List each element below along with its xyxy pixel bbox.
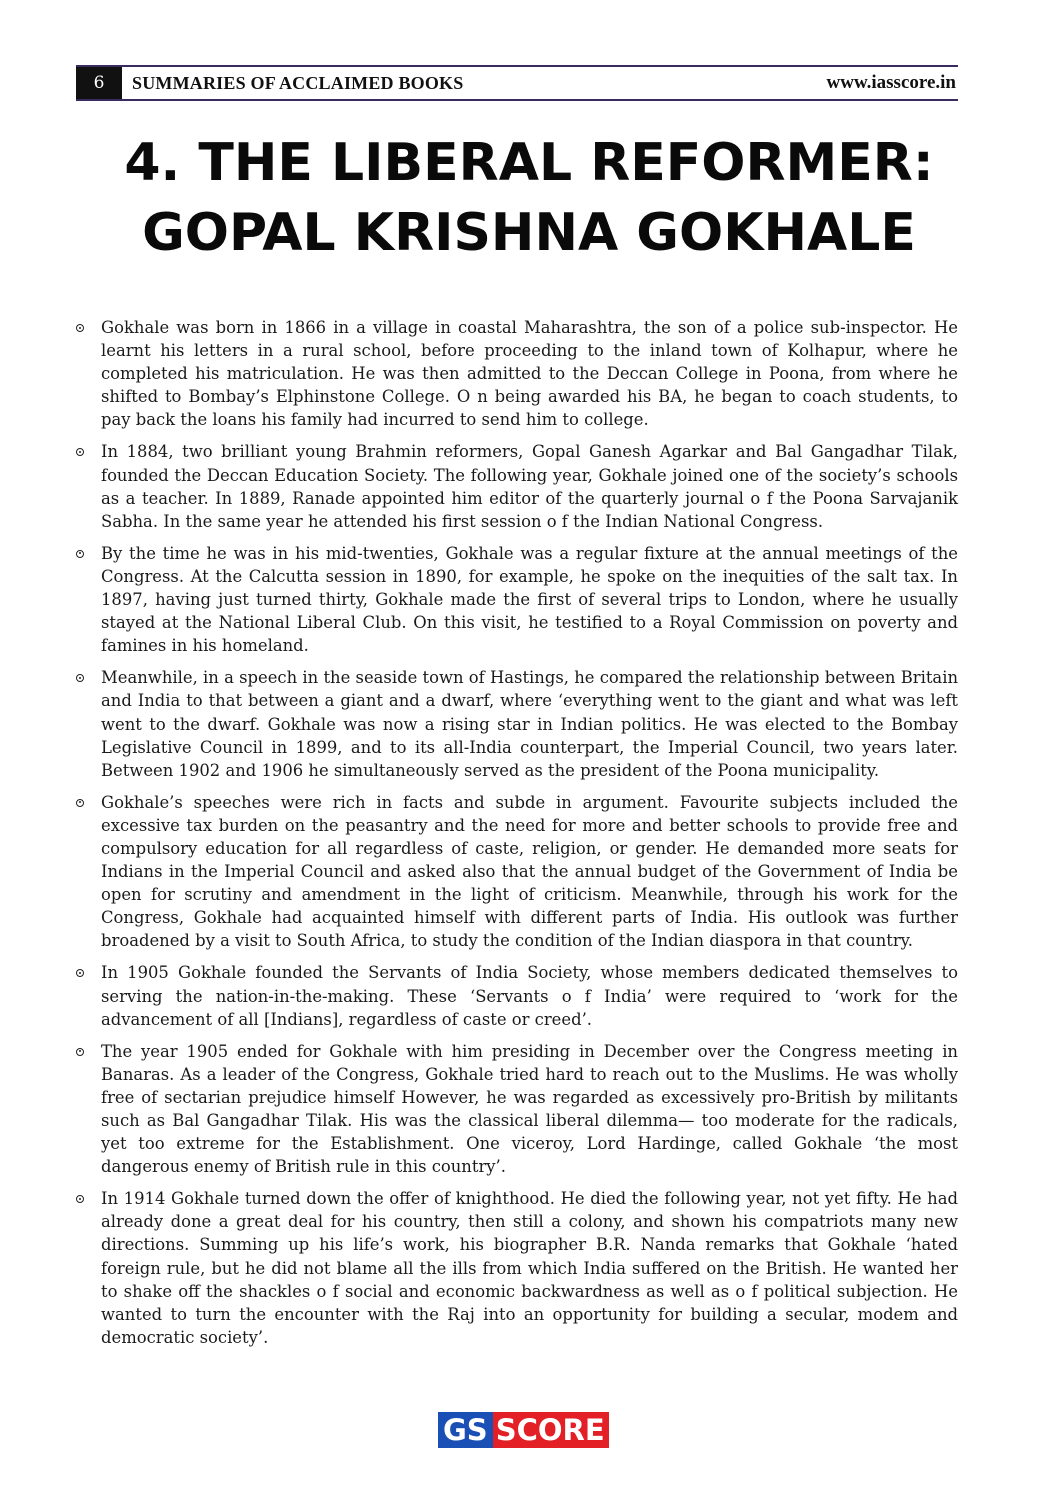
bullet-icon (76, 969, 84, 977)
book-title: SUMMARIES OF ACCLAIMED BOOKS (132, 72, 464, 93)
gsscore-logo (438, 1412, 609, 1448)
bullet-icon (76, 1048, 84, 1056)
list-item (76, 316, 958, 431)
paragraph-text: Meanwhile, in a speech in the seaside town of Hastings, he compared the relationship between Britain and India to that between a giant and a dwarf, where ‘everything went to the giant and what was left went to the dwarf. Gokhale was now a rising star in Indian politics. He was elected to the Bombay Legislative Council in 1899, and to its all-India counterpart, the Imperial Council, two years later. Between 1902 and 1906 he simultaneously served as the president of the Poona municipality. (101, 668, 958, 780)
list-item (76, 666, 958, 781)
bullet-icon (76, 1195, 84, 1203)
bullet-icon (76, 324, 84, 332)
chapter-title-line-1: 4. THE LIBERAL REFORMER: (124, 133, 934, 193)
bullet-icon (76, 799, 84, 807)
chapter-title-line-2: GOPAL KRISHNA GOKHALE (142, 203, 916, 263)
bullet-icon (76, 550, 84, 558)
list-item (76, 440, 958, 532)
logo-gs-text: GS (438, 1412, 493, 1448)
chapter-title (76, 128, 982, 268)
list-item (76, 542, 958, 657)
paragraph-text: In 1884, two brilliant young Brahmin reformers, Gopal Ganesh Agarkar and Bal Gangadhar Tilak, founded the Deccan Education Society. The following year, Gokhale joined one of the society’s schools as a teacher. In 1889, Ranade appointed him editor of the quarterly journal o f the Poona Sarvajanik Sabha. In the same year he attended his first session o f the Indian National Congress. (101, 442, 958, 531)
paragraph-text: By the time he was in his mid-twenties, Gokhale was a regular fixture at the annual meetings of the Congress. At the Calcutta session in 1890, for example, he spoke on the inequities of the salt tax. In 1897, having just turned thirty, Gokhale made the first of several trips to London, where he usually stayed at the National Liberal Club. On this visit, he testified to a Royal Commission on poverty and famines in his homeland. (101, 543, 958, 656)
logo-score-text: SCORE (493, 1412, 609, 1448)
list-item (76, 961, 958, 1030)
summary-list (76, 316, 958, 1358)
page-number: 6 (76, 67, 122, 99)
list-item (76, 1187, 958, 1349)
paragraph-text: Gokhale’s speeches were rich in facts and subde in argument. Favourite subjects included the excessive tax burden on the peasantry and the need for more and better schools to provide free and compulsory education for all regardless of caste, religion, or gender. He demanded more seats for Indians in the Imperial Council and asked also that the annual budget of the Government of India be open for scrutiny and amendment in the light of criticism. Meanwhile, through his work for the Congress, Gokhale had acquainted himself with different parts of India. His outlook was further broadened by a visit to South Africa, to study the condition of the Indian diaspora in that country. (101, 792, 958, 951)
list-item (76, 791, 958, 953)
bullet-icon (76, 448, 84, 456)
bullet-icon (76, 674, 84, 682)
list-item (76, 1040, 958, 1179)
paragraph-text: In 1914 Gokhale turned down the offer of knighthood. He died the following year, not yet fifty. He had already done a great deal for his country, then still a colony, and shown his compatriots many new directions. Summing up his life’s work, his biographer B.R. Nanda remarks that Gokhale ‘hated foreign rule, but he did not blame all the ills from which India suffered on the British. He wanted her to shake off the shackles o f social and economic backwardness as well as o f political subjection. He wanted to turn the encounter with the Raj into an opportunity for building a secular, modem and democratic society’. (101, 1189, 958, 1347)
paragraph-text: Gokhale was born in 1866 in a village in coastal Maharashtra, the son of a police sub-inspector. He learnt his letters in a rural school, before proceeding to the inland town of Kolhapur, where he completed his matriculation. He was then admitted to the Deccan College in Poona, from where he shifted to Bombay’s Elphinstone College. O n being awarded his BA, he began to coach students, to pay back the loans his family had incurred to send him to college. (101, 318, 958, 430)
page-header (76, 65, 958, 101)
paragraph-text: In 1905 Gokhale founded the Servants of India Society, whose members dedicated themselves to serving the nation-in-the-making. These ‘Servants o f India’ were required to ‘work for the advancement of all [Indians], regardless of caste or creed’. (101, 963, 958, 1029)
website-url: www.iasscore.in (826, 72, 956, 93)
paragraph-text: The year 1905 ended for Gokhale with him presiding in December over the Congress meeting in Banaras. As a leader of the Congress, Gokhale tried hard to reach out to the Muslims. He was wholly free of sectarian prejudice himself However, he was regarded as excessively pro-British by militants such as Bal Gangadhar Tilak. His was the classical liberal dilemma— too moderate for the radicals, yet too extreme for the Establishment. One viceroy, Lord Hardinge, called Gokhale ‘the most dangerous enemy of British rule in this country’. (101, 1041, 958, 1177)
